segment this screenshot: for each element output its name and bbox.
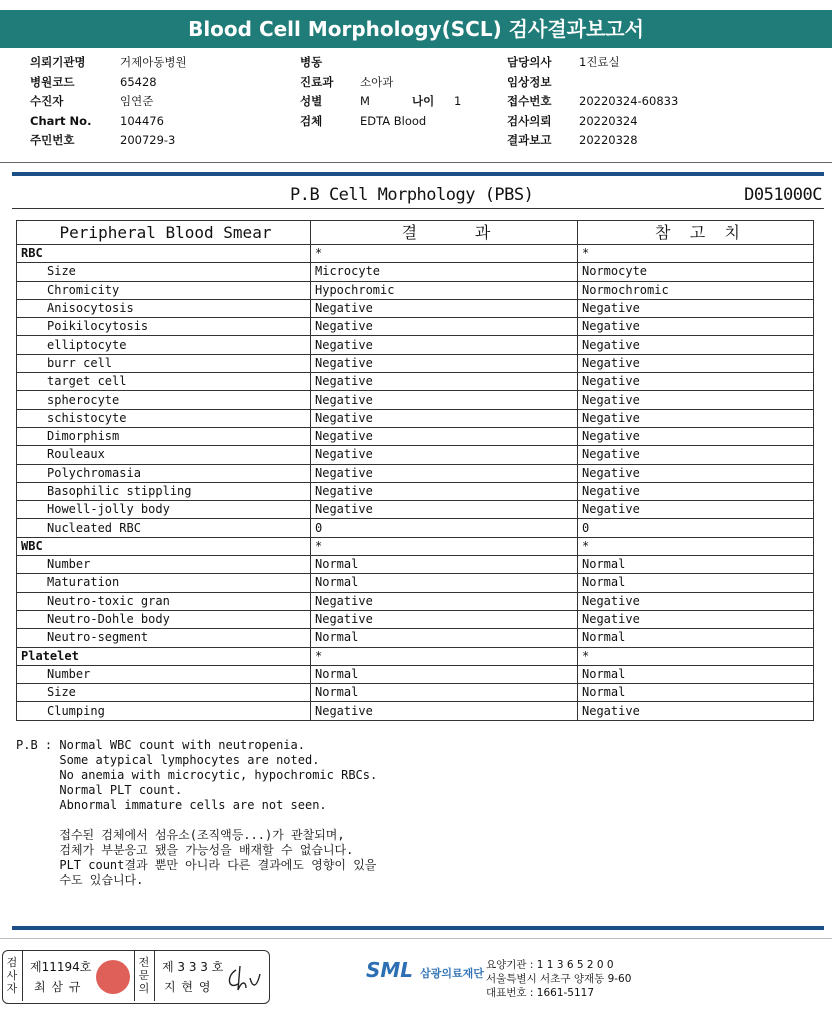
table-row [17, 464, 814, 482]
test-name-cell: Rouleaux [17, 446, 311, 464]
table-row [17, 519, 814, 537]
box-divider [154, 951, 155, 1001]
reference-cell: Negative [578, 318, 814, 336]
table-row [17, 556, 814, 574]
header-reference: 참 고 치 [578, 221, 814, 245]
test-name-cell: WBC [17, 537, 311, 555]
tester-name: 최 삼 규 [34, 980, 82, 994]
seal-stamp [96, 960, 130, 994]
result-cell: Normal [311, 574, 578, 592]
result-cell: Normal [311, 629, 578, 647]
reference-cell: Normal [578, 665, 814, 683]
test-name-cell: Howell-jolly body [17, 501, 311, 519]
reference-cell: Normocyte [578, 263, 814, 281]
table-row [17, 427, 814, 445]
test-name-cell: Neutro-toxic gran [17, 592, 311, 610]
specialist-name: 지 현 영 [164, 980, 212, 994]
age-label: 나이 [412, 94, 435, 108]
info-label: 의뢰기관명 [30, 55, 86, 69]
table-row [17, 665, 814, 683]
sml-logo [366, 958, 484, 982]
reference-cell: Negative [578, 610, 814, 628]
test-name-cell: spherocyte [17, 391, 311, 409]
table-row [17, 610, 814, 628]
table-row [17, 354, 814, 372]
org-code: 요양기관 : 1 1 3 6 5 2 0 0 [486, 959, 614, 971]
result-cell: Normal [311, 684, 578, 702]
test-name-cell: Neutro-segment [17, 629, 311, 647]
table-group-row [17, 647, 814, 665]
reference-cell: Normal [578, 574, 814, 592]
header-result: 결 과 [311, 221, 578, 245]
reference-cell: Negative [578, 409, 814, 427]
test-name-cell: Number [17, 556, 311, 574]
ward-label: 병동 [300, 55, 323, 69]
reference-cell: Negative [578, 482, 814, 500]
footer-rule [12, 926, 824, 930]
specimen-value: EDTA Blood [360, 113, 427, 128]
reference-cell: 0 [578, 519, 814, 537]
info-value: 200729-3 [120, 133, 176, 147]
info-label: Chart No. [30, 113, 92, 128]
title-underline [12, 208, 824, 209]
result-cell: Negative [311, 409, 578, 427]
test-name-cell: Maturation [17, 574, 311, 592]
result-cell: Negative [311, 318, 578, 336]
table-row [17, 391, 814, 409]
result-cell: 0 [311, 519, 578, 537]
test-name-cell: Poikilocytosis [17, 318, 311, 336]
comment-line: 검체가 부분응고 됐을 가능성을 배재할 수 없습니다. [16, 843, 354, 857]
test-name-cell: Chromicity [17, 281, 311, 299]
report-code: D051000C [744, 185, 822, 205]
test-name-cell: schistocyte [17, 409, 311, 427]
table-row [17, 482, 814, 500]
info-value: 20220328 [579, 133, 638, 147]
reference-cell: Negative [578, 354, 814, 372]
info-value: 65428 [120, 74, 157, 89]
header-test: Peripheral Blood Smear [17, 221, 311, 245]
reference-cell: Negative [578, 336, 814, 354]
test-name-cell: Platelet [17, 647, 311, 665]
reference-cell: Negative [578, 373, 814, 391]
specimen-label: 검체 [300, 113, 323, 128]
test-name-cell: Size [17, 684, 311, 702]
sex-label: 성별 [300, 94, 323, 108]
test-name-cell: elliptocyte [17, 336, 311, 354]
test-name-cell: target cell [17, 373, 311, 391]
info-label: 임상정보 [507, 74, 552, 89]
footer-divider [0, 938, 832, 939]
reference-cell: * [578, 537, 814, 555]
comment-line: Normal PLT count. [16, 783, 183, 797]
divider [0, 162, 832, 163]
result-cell: Normal [311, 665, 578, 683]
patient-info-col3 [507, 53, 678, 151]
table-row [17, 373, 814, 391]
info-label: 주민번호 [30, 133, 75, 147]
info-value: 20220324-60833 [579, 94, 679, 108]
report-banner [0, 10, 832, 48]
result-cell: Negative [311, 702, 578, 720]
comment-line: Abnormal immature cells are not seen. [16, 798, 327, 812]
comment-line [16, 813, 377, 828]
table-row [17, 501, 814, 519]
reference-cell: Negative [578, 299, 814, 317]
result-cell: * [311, 245, 578, 263]
patient-info-col1 [30, 53, 187, 151]
table-row [17, 263, 814, 281]
report-banner-title: Blood Cell Morphology(SCL) 검사결과보고서 [188, 17, 644, 41]
reference-cell: Negative [578, 501, 814, 519]
test-name-cell: Size [17, 263, 311, 281]
reference-cell: * [578, 245, 814, 263]
result-cell: Negative [311, 610, 578, 628]
test-name-cell: Neutro-Dohle body [17, 610, 311, 628]
result-cell: Negative [311, 464, 578, 482]
org-phone: 대표번호 : 1661-5117 [486, 987, 595, 999]
dept-label: 진료과 [300, 74, 334, 89]
info-value: 104476 [120, 113, 164, 128]
test-name-cell: Polychromasia [17, 464, 311, 482]
tester-number: 제11194호 [30, 960, 92, 974]
org-name: 삼광의료재단 [420, 967, 484, 980]
result-cell: Negative [311, 446, 578, 464]
comment-line: 접수된 검체에서 섬유소(조직액등...)가 관찰되며, [16, 828, 345, 842]
info-label: 검사의뢰 [507, 113, 552, 128]
result-cell: Negative [311, 592, 578, 610]
table-row [17, 592, 814, 610]
reference-cell: * [578, 647, 814, 665]
result-cell: Negative [311, 427, 578, 445]
tester-label: 검사자 [6, 956, 18, 995]
info-label: 수진자 [30, 94, 64, 108]
comment-line: Some atypical lymphocytes are noted. [16, 753, 320, 767]
result-cell: Negative [311, 482, 578, 500]
info-value: 20220324 [579, 113, 638, 128]
info-value: 1진료실 [579, 55, 620, 69]
info-label: 결과보고 [507, 133, 552, 147]
logo-text: SML [366, 958, 414, 982]
table-group-row [17, 245, 814, 263]
box-divider [134, 951, 135, 1001]
reference-cell: Normal [578, 684, 814, 702]
test-name-cell: RBC [17, 245, 311, 263]
patient-info-col2 [300, 53, 461, 131]
table-row [17, 574, 814, 592]
reference-cell: Normal [578, 629, 814, 647]
result-cell: * [311, 537, 578, 555]
reference-cell: Negative [578, 391, 814, 409]
test-name-cell: Nucleated RBC [17, 519, 311, 537]
result-cell: Hypochromic [311, 281, 578, 299]
reference-cell: Negative [578, 446, 814, 464]
table-row [17, 409, 814, 427]
specialist-label: 전문의 [138, 956, 150, 995]
results-table [16, 220, 814, 721]
comment-line: P.B : Normal WBC count with neutropenia. [16, 738, 305, 752]
age-value: 1 [454, 94, 462, 108]
result-cell: * [311, 647, 578, 665]
result-cell: Negative [311, 354, 578, 372]
result-cell: Negative [311, 501, 578, 519]
test-name-cell: Dimorphism [17, 427, 311, 445]
comment-line: 수도 있습니다. [16, 873, 144, 887]
table-row [17, 281, 814, 299]
info-value: 임연준 [120, 94, 154, 108]
table-row [17, 446, 814, 464]
org-address [486, 958, 631, 1000]
result-cell: Negative [311, 336, 578, 354]
table-row [17, 318, 814, 336]
table-row [17, 629, 814, 647]
info-label: 병원코드 [30, 74, 75, 89]
reference-cell: Negative [578, 464, 814, 482]
info-label: 접수번호 [507, 94, 552, 108]
table-row [17, 702, 814, 720]
org-street: 서울특별시 서초구 양재동 9-60 [486, 973, 632, 985]
table-header-row [17, 221, 814, 245]
dept-value: 소아과 [360, 74, 394, 89]
result-cell: Normal [311, 556, 578, 574]
reference-cell: Negative [578, 592, 814, 610]
test-name-cell: Basophilic stippling [17, 482, 311, 500]
sex-value: M [360, 94, 370, 108]
signature-mark [224, 960, 264, 996]
report-title: P.B Cell Morphology (PBS) [290, 185, 534, 205]
table-row [17, 336, 814, 354]
info-label: 담당의사 [507, 55, 552, 69]
reference-cell: Negative [578, 702, 814, 720]
reference-cell: Normal [578, 556, 814, 574]
result-cell: Negative [311, 373, 578, 391]
box-divider [22, 951, 23, 1001]
test-name-cell: Clumping [17, 702, 311, 720]
comment-block [16, 738, 377, 888]
comment-line: No anemia with microcytic, hypochromic RBCs. [16, 768, 378, 782]
comment-line: PLT count결과 뿐만 아니라 다른 결과에도 영향이 있을 [16, 858, 377, 872]
reference-cell: Normochromic [578, 281, 814, 299]
info-value: 거제아동병원 [120, 55, 187, 69]
specialist-number: 제 3 3 3 호 [162, 960, 224, 974]
reference-cell: Negative [578, 427, 814, 445]
result-cell: Negative [311, 299, 578, 317]
test-name-cell: burr cell [17, 354, 311, 372]
test-name-cell: Number [17, 665, 311, 683]
result-cell: Microcyte [311, 263, 578, 281]
blue-rule [12, 172, 824, 176]
table-group-row [17, 537, 814, 555]
table-row [17, 684, 814, 702]
test-name-cell: Anisocytosis [17, 299, 311, 317]
table-row [17, 299, 814, 317]
result-cell: Negative [311, 391, 578, 409]
